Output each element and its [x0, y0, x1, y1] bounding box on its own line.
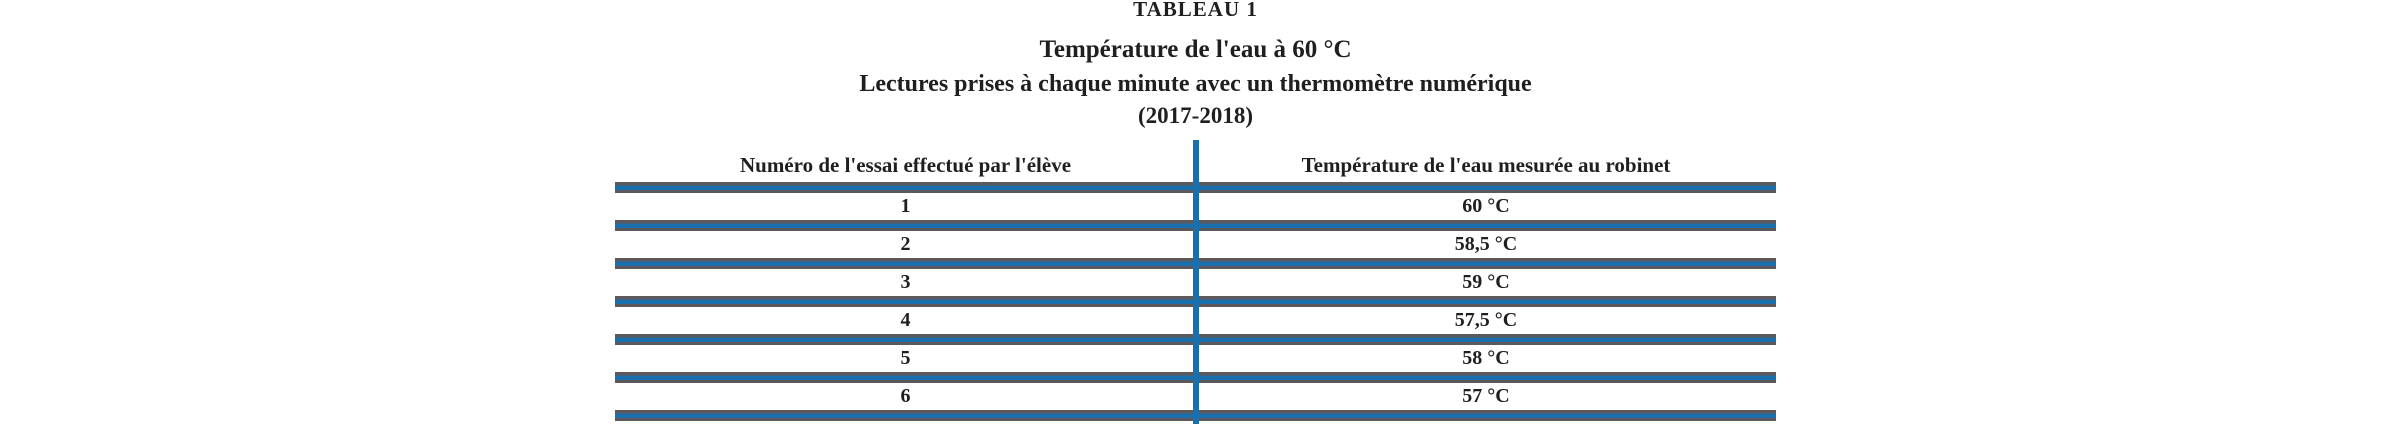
temperature-cell: 58 °C	[1462, 347, 1510, 369]
temperature-cell: 58,5 °C	[1454, 233, 1518, 255]
table-title: Température de l'eau à 60 °C	[1039, 36, 1352, 63]
trial-cell: 4	[900, 309, 911, 331]
trial-cell: 3	[900, 271, 911, 293]
temperature-cell: 60 °C	[1462, 195, 1510, 217]
column-header-trial: Numéro de l'essai effectué par l'élève	[739, 153, 1072, 177]
temperature-cell: 57 °C	[1462, 385, 1510, 407]
trial-cell: 2	[900, 233, 911, 255]
trial-cell: 1	[900, 195, 911, 217]
temperature-cell: 57,5 °C	[1454, 309, 1518, 331]
temperature-cell: 59 °C	[1462, 271, 1510, 293]
column-header-temperature: Température de l'eau mesurée au robinet	[1301, 153, 1671, 177]
table-number-caption: TABLEAU 1	[1133, 0, 1258, 21]
column-divider	[1193, 140, 1199, 424]
table-subtitle: Lectures prises à chaque minute avec un thermomètre numérique	[859, 71, 1532, 97]
trial-cell: 5	[900, 347, 911, 369]
trial-cell: 6	[900, 385, 911, 407]
data-table	[615, 140, 1776, 421]
table-caption-year: (2017-2018)	[1138, 103, 1253, 128]
